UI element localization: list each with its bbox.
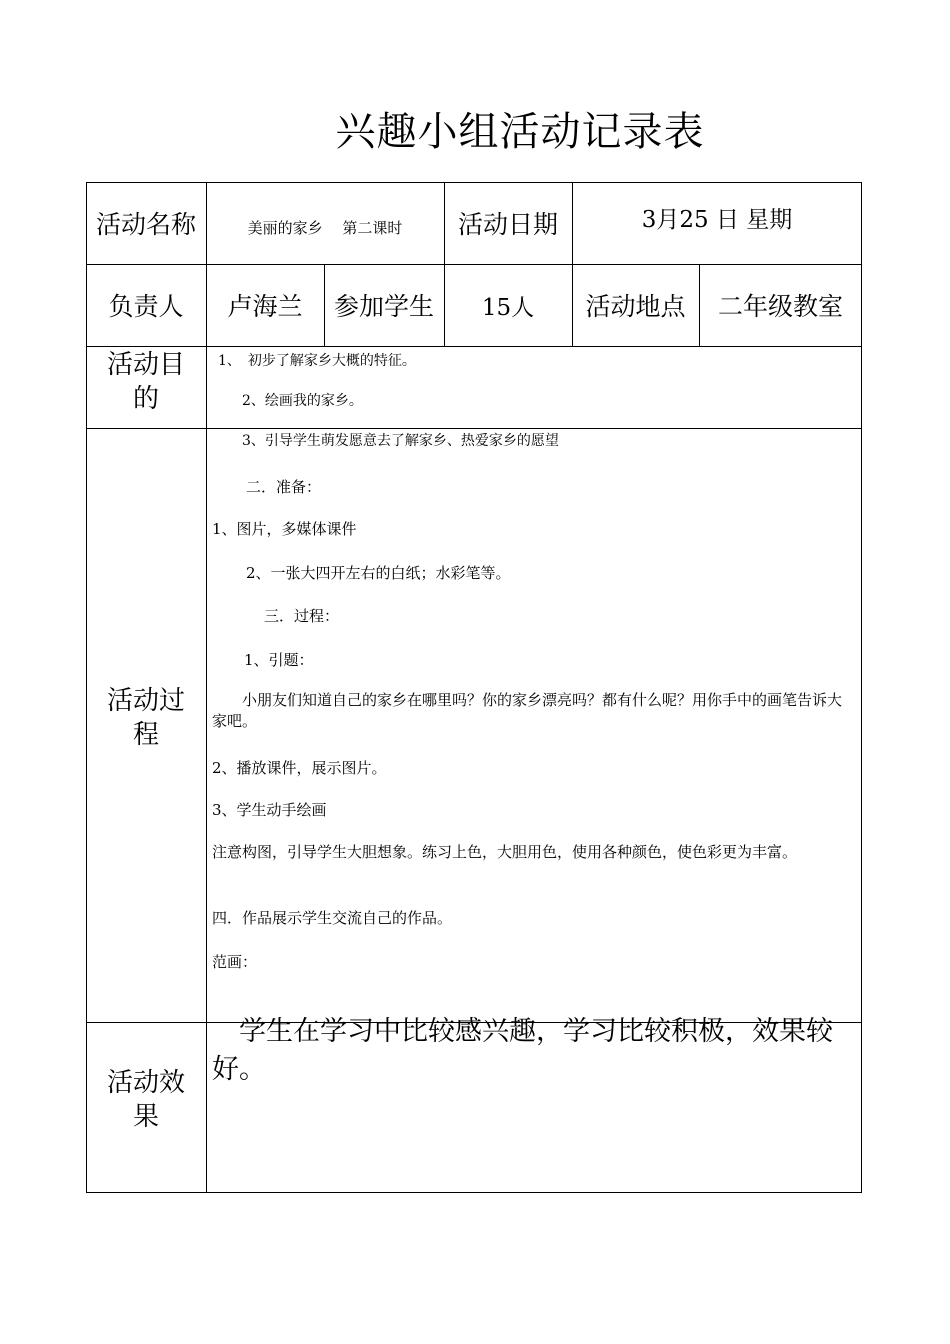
activity-date-value: 3月25 日 星期 xyxy=(641,206,793,233)
process-label-line1: 活动过 xyxy=(106,686,185,716)
activity-date-label: 活动日期 xyxy=(457,210,558,239)
leader-label: 负责人 xyxy=(108,292,184,321)
process-paragraph: 小朋友们知道自己的家乡在哪里吗？你的家乡漂亮吗？都有什么呢？用你手中的画笔告诉大家吧。 xyxy=(212,691,843,730)
purpose-item-2: 2、绘画我的家乡。 xyxy=(242,393,363,409)
process-line: 3、引导学生萌发愿意去了解家乡、热爱家乡的愿望 xyxy=(242,433,559,449)
process-line: 1、引题： xyxy=(244,651,314,669)
effect-label-line2: 果 xyxy=(132,1102,159,1132)
place-value: 二年级教室 xyxy=(717,292,843,321)
students-value: 15人 xyxy=(481,294,535,321)
process-label-line2: 程 xyxy=(132,720,159,750)
process-line: 范画： xyxy=(212,953,258,971)
process-line: 3、学生动手绘画 xyxy=(212,801,327,819)
purpose-label-line1: 活动目 xyxy=(106,350,185,380)
activity-name-label: 活动名称 xyxy=(95,210,196,239)
process-line: 二．准备： xyxy=(246,478,322,496)
row-divider xyxy=(86,428,862,429)
leader-value: 卢海兰 xyxy=(227,292,303,321)
process-line: 2、播放课件，展示图片。 xyxy=(212,759,387,777)
purpose-label-line2: 的 xyxy=(132,384,159,414)
page-title: 兴趣小组活动记录表 xyxy=(335,109,705,155)
process-line: 四．作品展示学生交流自己的作品。 xyxy=(212,909,453,927)
effect-label-line1: 活动效 xyxy=(106,1068,185,1098)
process-line: 2、一张大四开左右的白纸；水彩笔等。 xyxy=(246,564,511,582)
students-label: 参加学生 xyxy=(333,292,434,321)
effect-label xyxy=(86,1062,206,1138)
purpose-label xyxy=(86,346,206,418)
process-paragraph: 注意构图，引导学生大胆想象。练习上色，大胆用色，使用各种颜色，使色彩更为丰富。 xyxy=(212,843,798,861)
process-label xyxy=(86,680,206,756)
process-line: 1、图片，多媒体课件 xyxy=(212,520,357,538)
place-label: 活动地点 xyxy=(585,292,686,321)
activity-name-value: 美丽的家乡 第二课时 xyxy=(247,218,403,237)
purpose-item-1: 1、 初步了解家乡大概的特征。 xyxy=(218,353,416,369)
process-line: 三．过程： xyxy=(264,607,340,625)
effect-text: 学生在学习中比较感兴趣，学习比较积极，效果较好。 xyxy=(212,1016,833,1085)
